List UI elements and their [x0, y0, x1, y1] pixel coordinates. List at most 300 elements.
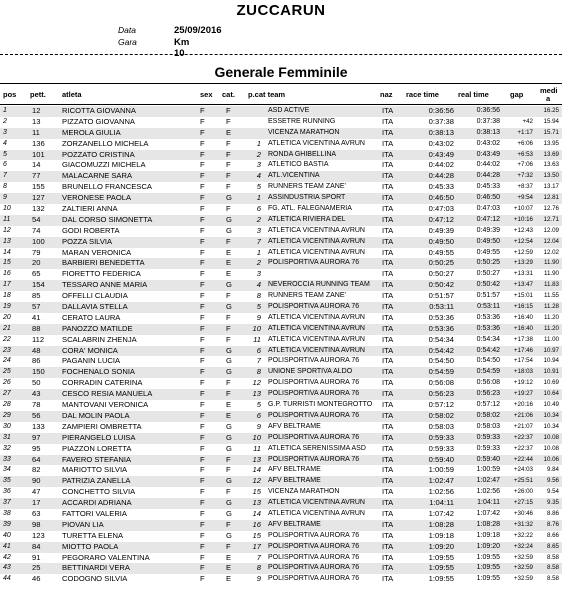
cell-naz: ITA: [382, 519, 394, 529]
cell-media: 12.09: [543, 226, 559, 234]
cell-pcat: 10: [252, 323, 261, 333]
cell-race: 1:02:56: [428, 487, 454, 497]
table-row: [0, 367, 562, 378]
cell-pcat: 13: [252, 498, 261, 508]
cell-sex: F: [200, 410, 205, 420]
cell-media: 11.90: [543, 259, 559, 267]
cell-gap: +19:27: [513, 390, 533, 398]
cell-pett: 85: [32, 291, 41, 301]
cell-pcat: 14: [252, 508, 261, 518]
cell-pett: 78: [32, 400, 41, 410]
cell-cat: F: [226, 116, 231, 126]
cell-team: ATLETICA RIVIERA DEL: [268, 215, 346, 223]
divider-top: [0, 54, 562, 55]
cell-race: 0:49:55: [428, 247, 454, 257]
cell-pcat: 7: [256, 552, 261, 562]
cell-race: 0:53:36: [428, 323, 454, 333]
cell-pett: 65: [32, 269, 41, 279]
cell-cat: F: [226, 334, 231, 344]
cell-real: 1:09:55: [476, 575, 500, 583]
cell-team: RUNNERS TEAM ZANE': [268, 183, 346, 191]
cell-gap: +26:00: [513, 488, 533, 496]
cell-atleta: MARAN VERONICA: [62, 247, 132, 257]
cell-cat: G: [226, 432, 232, 442]
cell-team: POLISPORTIVA AURORA 76: [268, 379, 360, 387]
cell-media: 8.58: [546, 575, 559, 583]
cell-race: 0:46:50: [428, 193, 454, 203]
cell-cat: F: [226, 519, 231, 529]
cell-real: 0:59:33: [476, 433, 500, 441]
cell-atleta: OFFELLI CLAUDIA: [62, 291, 128, 301]
cell-sex: F: [200, 127, 205, 137]
cell-sex: F: [200, 323, 205, 333]
cell-pos: 36: [3, 488, 11, 496]
cell-media: 13.69: [543, 150, 559, 158]
cell-pcat: 9: [256, 574, 261, 584]
cell-sex: F: [200, 345, 205, 355]
cell-media: 13.63: [543, 161, 559, 169]
cell-sex: F: [200, 367, 205, 377]
cell-pos: 29: [3, 411, 11, 419]
cell-pcat: 5: [256, 302, 261, 312]
cell-pcat: 8: [256, 291, 261, 301]
cell-cat: F: [226, 204, 231, 214]
cell-real: 0:37:38: [476, 117, 500, 125]
cell-pett: 127: [32, 193, 45, 203]
cell-media: 13.50: [543, 172, 559, 180]
cell-pcat: 4: [256, 171, 261, 181]
cell-media: 11.83: [543, 281, 559, 289]
cell-atleta: DAL CORSO SIMONETTA: [62, 214, 153, 224]
cell-team: POLISPORTIVA AURORA 76: [268, 433, 360, 441]
cell-cat: F: [226, 378, 231, 388]
cell-sex: F: [200, 182, 205, 192]
cell-race: 1:00:59: [428, 465, 454, 475]
table-row: [0, 193, 562, 204]
cell-cat: F: [226, 323, 231, 333]
cell-pos: 39: [3, 520, 11, 528]
cell-race: 0:49:39: [428, 225, 454, 235]
cell-atleta: MALACARNE SARA: [62, 171, 133, 181]
cell-naz: ITA: [382, 171, 394, 181]
cell-pos: 41: [3, 542, 11, 550]
cell-team: ATLETICA VICENTINA AVRUN: [268, 226, 365, 234]
cell-real: 0:53:36: [476, 324, 500, 332]
cell-sex: F: [200, 508, 205, 518]
cell-media: 10.34: [543, 411, 559, 419]
cell-pcat: 2: [256, 214, 261, 224]
cell-race: 0:44:28: [428, 171, 454, 181]
cell-race: 0:56:23: [428, 389, 454, 399]
cell-cat: G: [226, 356, 232, 366]
cell-pos: 11: [3, 215, 11, 223]
cell-pett: 47: [32, 487, 41, 497]
cell-cat: F: [226, 182, 231, 192]
cell-cat: E: [226, 127, 232, 137]
cell-pett: 12: [32, 106, 41, 115]
cell-pcat: 13: [252, 389, 261, 399]
cell-pett: 88: [32, 323, 41, 333]
cell-cat: F: [226, 487, 231, 497]
cell-media: 12.04: [543, 237, 559, 245]
cell-cat: G: [226, 508, 232, 518]
cell-pos: 21: [3, 324, 11, 332]
table-row: [0, 313, 562, 324]
cell-real: 0:58:03: [476, 422, 500, 430]
cell-race: 0:54:42: [428, 345, 454, 355]
cell-gap: +12:54: [513, 237, 533, 245]
cell-race: 0:53:36: [428, 312, 454, 322]
cell-real: 0:38:13: [476, 128, 500, 136]
cell-team: POLISPORTIVA AURORA 76: [268, 575, 360, 583]
cell-team: POLISPORTIVA AURORA 76: [268, 259, 360, 267]
cell-naz: ITA: [382, 400, 394, 410]
cell-sex: F: [200, 552, 205, 562]
cell-cat: E: [226, 400, 232, 410]
cell-pett: 82: [32, 465, 41, 475]
cell-pos: 42: [3, 553, 11, 561]
table-row: [0, 171, 562, 182]
cell-cat: G: [226, 367, 232, 377]
cell-naz: ITA: [382, 214, 394, 224]
cell-pcat: 6: [256, 204, 261, 214]
cell-race: 1:02:47: [428, 476, 454, 486]
cell-gap: +9:54: [517, 194, 533, 202]
cell-pett: 64: [32, 454, 41, 464]
cell-pett: 86: [32, 356, 41, 366]
cell-naz: ITA: [382, 225, 394, 235]
cell-sex: F: [200, 214, 205, 224]
cell-pos: 13: [3, 237, 11, 245]
table-row: [0, 433, 562, 444]
cell-naz: ITA: [382, 138, 394, 148]
cell-race: 0:53:11: [429, 302, 454, 312]
cell-pos: 22: [3, 335, 11, 343]
cell-sex: F: [200, 225, 205, 235]
col-pos: pos: [3, 90, 17, 99]
cell-race: 0:58:03: [428, 421, 454, 431]
cell-real: 0:58:02: [476, 411, 500, 419]
cell-pett: 77: [32, 171, 41, 181]
cell-gap: +15:01: [513, 292, 533, 300]
cell-media: 12.81: [543, 194, 559, 202]
table-row: [0, 498, 562, 509]
cell-sex: F: [200, 519, 205, 529]
cell-pett: 43: [32, 389, 41, 399]
table-row: [0, 258, 562, 269]
cell-race: 0:54:59: [428, 367, 454, 377]
cell-media: 12.02: [543, 248, 559, 256]
cell-atleta: FIORETTO FEDERICA: [62, 269, 141, 279]
cell-pcat: 16: [252, 519, 261, 529]
cell-real: 1:09:55: [476, 564, 500, 572]
cell-pos: 44: [3, 575, 11, 583]
cell-naz: ITA: [382, 541, 394, 551]
cell-naz: ITA: [382, 367, 394, 377]
cell-team: ATLETICA VICENTINA AVRUN: [268, 346, 365, 354]
cell-cat: E: [226, 258, 232, 268]
cell-atleta: PIAZZON LORETTA: [62, 443, 132, 453]
cell-team: RUNNERS TEAM ZANE': [268, 292, 346, 300]
cell-atleta: CORA' MONICA: [62, 345, 118, 355]
table-row: [0, 324, 562, 335]
cell-real: 0:50:27: [476, 270, 500, 278]
cell-pos: 15: [3, 259, 11, 267]
table-row: [0, 520, 562, 531]
cell-gap: +13:31: [513, 270, 533, 278]
cell-cat: F: [226, 138, 231, 148]
cell-cat: E: [226, 269, 232, 279]
cell-real: 0:54:50: [476, 357, 500, 365]
cell-sex: F: [200, 269, 205, 279]
cell-pcat: 4: [256, 280, 261, 290]
table-row: [0, 106, 562, 117]
cell-naz: ITA: [382, 291, 394, 301]
cell-sex: F: [200, 302, 205, 312]
cell-pos: 43: [3, 564, 11, 572]
cell-sex: F: [200, 312, 205, 322]
cell-gap: +18:03: [513, 368, 533, 376]
cell-pcat: 3: [256, 225, 261, 235]
cell-media: 8.66: [546, 531, 559, 539]
cell-cat: F: [226, 160, 231, 170]
cell-race: 0:59:33: [428, 432, 454, 442]
page-title: ZUCCARUN: [236, 2, 326, 19]
cell-media: 11.55: [543, 292, 559, 300]
cell-sex: F: [200, 116, 205, 126]
cell-gap: +6:53: [517, 150, 533, 158]
cell-team: NEVEROCCIA RUNNING TEAM: [268, 281, 370, 289]
cell-media: 10.94: [543, 357, 559, 365]
cell-pos: 4: [3, 139, 7, 147]
cell-gap: +32:24: [513, 542, 533, 550]
cell-naz: ITA: [382, 149, 394, 159]
cell-real: 0:53:11: [477, 303, 500, 311]
cell-atleta: MARIOTTO SILVIA: [62, 465, 128, 475]
cell-real: 0:54:59: [476, 368, 500, 376]
cell-pcat: 3: [256, 160, 261, 170]
cell-pos: 14: [3, 248, 11, 256]
cell-media: 9.35: [546, 499, 559, 507]
cell-gap: +12:43: [513, 226, 533, 234]
cell-naz: ITA: [382, 487, 394, 497]
cell-gap: +16:40: [513, 324, 533, 332]
cell-media: 9.56: [546, 477, 559, 485]
table-row: [0, 389, 562, 400]
cell-sex: F: [200, 160, 205, 170]
cell-pett: 154: [32, 280, 45, 290]
cell-gap: +6:06: [517, 139, 533, 147]
cell-pos: 19: [3, 303, 11, 311]
cell-team: ATLETICA SERENISSIMA ASD: [268, 444, 366, 452]
col-atleta: atleta: [62, 90, 82, 99]
cell-team: POLISPORTIVA AURORA 76: [268, 564, 360, 572]
cell-pett: 56: [32, 410, 41, 420]
cell-real: 0:51:57: [476, 292, 500, 300]
table-row: [0, 280, 562, 291]
table-row: [0, 291, 562, 302]
cell-pcat: 13: [252, 454, 261, 464]
cell-real: 0:53:36: [476, 313, 500, 321]
cell-naz: ITA: [382, 508, 394, 518]
cell-race: 0:59:40: [428, 454, 454, 464]
col-naz: naz: [380, 90, 393, 99]
cell-pos: 32: [3, 444, 11, 452]
cell-team: ATLETICA VICENTINA AVRUN: [268, 509, 365, 517]
cell-real: 0:49:55: [476, 248, 500, 256]
table-row: [0, 487, 562, 498]
cell-pett: 112: [32, 334, 45, 344]
cell-media: 10.34: [543, 422, 559, 430]
cell-naz: ITA: [382, 410, 394, 420]
cell-atleta: CODOGNO SILVIA: [62, 574, 128, 584]
cell-gap: +22:37: [513, 444, 533, 452]
table-row: [0, 531, 562, 542]
cell-pcat: 11: [253, 443, 261, 453]
cell-gap: +32:59: [513, 553, 533, 561]
cell-race: 0:50:42: [428, 280, 454, 290]
cell-team: ESSETRE RUNNING: [268, 117, 336, 125]
cell-gap: +16:15: [513, 303, 533, 311]
cell-pcat: 2: [256, 258, 261, 268]
cell-pos: 28: [3, 401, 11, 409]
cell-media: 9.54: [546, 488, 559, 496]
cell-pos: 31: [3, 433, 11, 441]
cell-gap: +32:59: [513, 564, 533, 572]
cell-gap: +21:07: [513, 422, 533, 430]
cell-gap: +21:06: [513, 411, 533, 419]
cell-pett: 46: [32, 574, 41, 584]
cell-pcat: 1: [256, 247, 261, 257]
table-header: [0, 88, 562, 108]
cell-naz: ITA: [382, 106, 394, 115]
cell-real: 1:04:11: [477, 499, 500, 507]
table-row: [0, 346, 562, 357]
cell-real: 0:47:03: [476, 205, 500, 213]
cell-gap: +16:40: [513, 313, 533, 321]
cell-pett: 25: [32, 563, 41, 573]
cell-sex: F: [200, 236, 205, 246]
table-row: [0, 378, 562, 389]
cell-cat: F: [226, 149, 231, 159]
cell-team: UNIONE SPORTIVA ALDO: [268, 368, 353, 376]
cell-gap: +7:32: [517, 172, 533, 180]
cell-gap: +13:47: [513, 281, 533, 289]
cell-real: 0:57:12: [476, 401, 500, 409]
cell-team: AFV BELTRAME: [268, 477, 321, 485]
cell-media: 15.94: [543, 117, 559, 125]
cell-atleta: BETTINARDI VERA: [62, 563, 130, 573]
cell-gap: +13:29: [513, 259, 533, 267]
cell-media: 10.69: [543, 379, 559, 387]
cell-media: 11.20: [543, 313, 559, 321]
cell-cat: G: [226, 214, 232, 224]
cell-team: ASSINDUSTRIA SPORT: [268, 194, 346, 202]
cell-team: ATLETICA VICENTINA AVRUN: [268, 335, 365, 343]
table-row: [0, 455, 562, 466]
cell-pos: 30: [3, 422, 11, 430]
cell-atleta: GIACOMUZZI MICHELA: [62, 160, 146, 170]
cell-race: 0:54:50: [428, 356, 454, 366]
cell-real: 1:07:42: [476, 509, 500, 517]
cell-naz: ITA: [382, 302, 394, 312]
cell-sex: F: [200, 574, 205, 584]
cell-pett: 14: [32, 160, 41, 170]
cell-media: 12.76: [543, 205, 559, 213]
cell-atleta: ACCARDI ADRIANA: [62, 498, 132, 508]
table-row: [0, 215, 562, 226]
date-value: 25/09/2016: [174, 25, 222, 36]
cell-team: G.P. TURRISTI MONTEGROTTO: [268, 401, 373, 409]
table-row: [0, 302, 562, 313]
cell-team: POLISPORTIVA AURORA 76: [268, 303, 360, 311]
cell-cat: G: [226, 421, 232, 431]
cell-media: 13.17: [543, 183, 559, 191]
col-media-1: medi: [540, 86, 558, 95]
cell-media: 8.65: [546, 542, 559, 550]
cell-pcat: 9: [256, 421, 261, 431]
col-sex: sex: [200, 90, 213, 99]
cell-real: 0:54:42: [476, 346, 500, 354]
cell-pett: 90: [32, 476, 41, 486]
table-row: [0, 204, 562, 215]
cell-sex: F: [200, 400, 205, 410]
cell-sex: F: [200, 334, 205, 344]
cell-gap: +10:07: [513, 205, 533, 213]
cell-atleta: TURETTA ELENA: [62, 530, 124, 540]
cell-gap: +25:51: [513, 477, 533, 485]
cell-pos: 3: [3, 128, 7, 136]
cell-gap: +8:37: [517, 183, 533, 191]
cell-team: VICENZA MARATHON: [268, 128, 340, 136]
cell-sex: F: [200, 356, 205, 366]
cell-race: 0:58:02: [428, 410, 454, 420]
cell-cat: E: [226, 552, 232, 562]
cell-pos: 40: [3, 531, 11, 539]
cell-cat: E: [226, 410, 232, 420]
cell-real: 0:47:12: [476, 215, 500, 223]
cell-cat: G: [226, 302, 232, 312]
cell-sex: F: [200, 378, 205, 388]
cell-cat: G: [226, 345, 232, 355]
cell-pos: 17: [3, 281, 11, 289]
cell-naz: ITA: [382, 356, 394, 366]
cell-pos: 33: [3, 455, 11, 463]
cell-race: 0:57:12: [428, 400, 454, 410]
cell-sex: F: [200, 138, 205, 148]
cell-pett: 95: [32, 443, 41, 453]
cell-naz: ITA: [382, 280, 394, 290]
cell-naz: ITA: [382, 563, 394, 573]
cell-naz: ITA: [382, 247, 394, 257]
table-row: [0, 411, 562, 422]
cell-naz: ITA: [382, 345, 394, 355]
cell-cat: F: [226, 454, 231, 464]
cell-naz: ITA: [382, 476, 394, 486]
cell-real: 1:08:28: [476, 520, 500, 528]
cell-pos: 37: [3, 499, 11, 507]
cell-team: POLISPORTIVA AURORA 76: [268, 455, 360, 463]
cell-real: 0:50:25: [476, 259, 500, 267]
cell-real: 0:43:49: [476, 150, 500, 158]
cell-naz: ITA: [382, 204, 394, 214]
col-real-time: real time: [458, 90, 489, 99]
col-cat: cat.: [222, 90, 235, 99]
cell-naz: ITA: [382, 389, 394, 399]
cell-pett: 20: [32, 258, 41, 268]
cell-pos: 8: [3, 183, 7, 191]
cell-pett: 100: [32, 236, 45, 246]
